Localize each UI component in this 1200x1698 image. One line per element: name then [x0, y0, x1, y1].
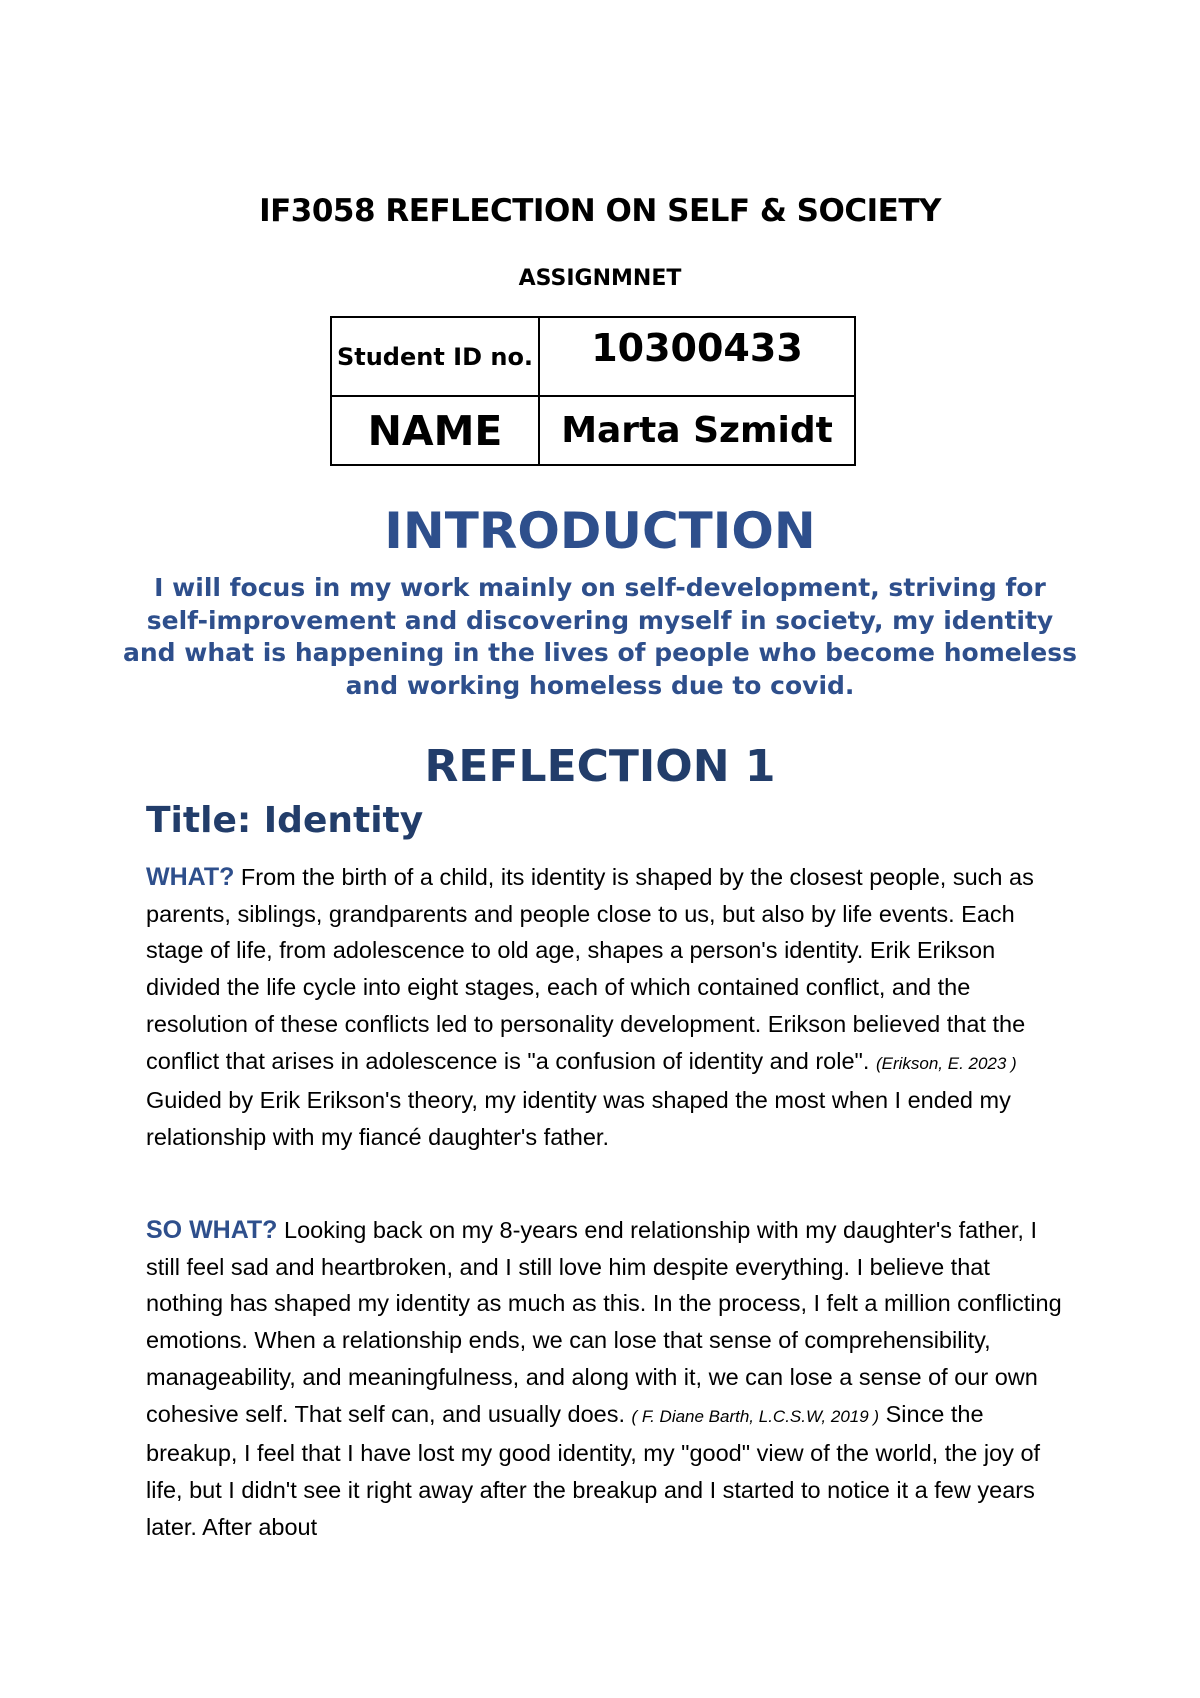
what-paragraph [146, 859, 1066, 1156]
so-what-text: Looking back on my 8-years end relationship with my daughter's father, I still feel sad and heartbroken, and I still love him despite everything. I believe that nothing has shaped my identity as much as this. In the process, I felt a million conflicting emotions. When a relationship ends, we can lose that sense of comprehensibility, manageability, and meaningfulness, and along with it, we can lose a sense of our own cohesive self. That self can, and usually does. [146, 1217, 1062, 1427]
what-text-continued: Guided by Erik Erikson's theory, my identity was shaped the most when I ended my relationship with my fiancé daughter's father. [146, 1087, 1011, 1150]
introduction-heading: INTRODUCTION [384, 502, 816, 560]
student-info-table [330, 316, 856, 466]
name-value: Marta Szmidt [539, 396, 855, 465]
document-subtitle: ASSIGNMNET [518, 266, 682, 291]
so-what-text-continued: Since the breakup, I feel that I have lost my good identity, my "good" view of the world, the joy of life, but I didn't see it right away after the breakup and I started to notice it a few years later. After about [146, 1400, 1041, 1540]
student-id-label: Student ID no. [331, 317, 539, 396]
table-row [331, 396, 855, 465]
reflection-title: Title: Identity [146, 800, 424, 841]
so-what-paragraph [146, 1212, 1066, 1545]
document-title: IF3058 REFLECTION ON SELF & SOCIETY [259, 193, 941, 229]
reflection-heading: REFLECTION 1 [424, 741, 776, 792]
table-row [331, 317, 855, 396]
name-label: NAME [331, 396, 539, 465]
what-lead: WHAT? [146, 863, 235, 891]
what-citation: (Erikson, E. 2023 ) [875, 1053, 1017, 1073]
introduction-text: I will focus in my work mainly on self-development, striving for self-improvement and discovering myself in society, my identity and what is happening in the lives of people who become homeless and working homeless due to covid. [123, 573, 1077, 700]
so-what-citation: ( F. Diane Barth, L.C.S.W, 2019 ) [631, 1406, 880, 1426]
so-what-lead: SO WHAT? [146, 1216, 278, 1244]
what-text: From the birth of a child, its identity is shaped by the closest people, such as parents, siblings, grandparents and people close to us, but also by life events. Each stage of life, from adolescence to old age, shapes a person's identity. Erik Erikson divided the life cycle into eight stages, each of which contained conflict, and the resolution of these conflicts led to personality development. Erikson believed that the conflict that arises in adolescence is "a confusion of identity and role". [146, 864, 1034, 1074]
student-id-value: 10300433 [539, 317, 855, 396]
